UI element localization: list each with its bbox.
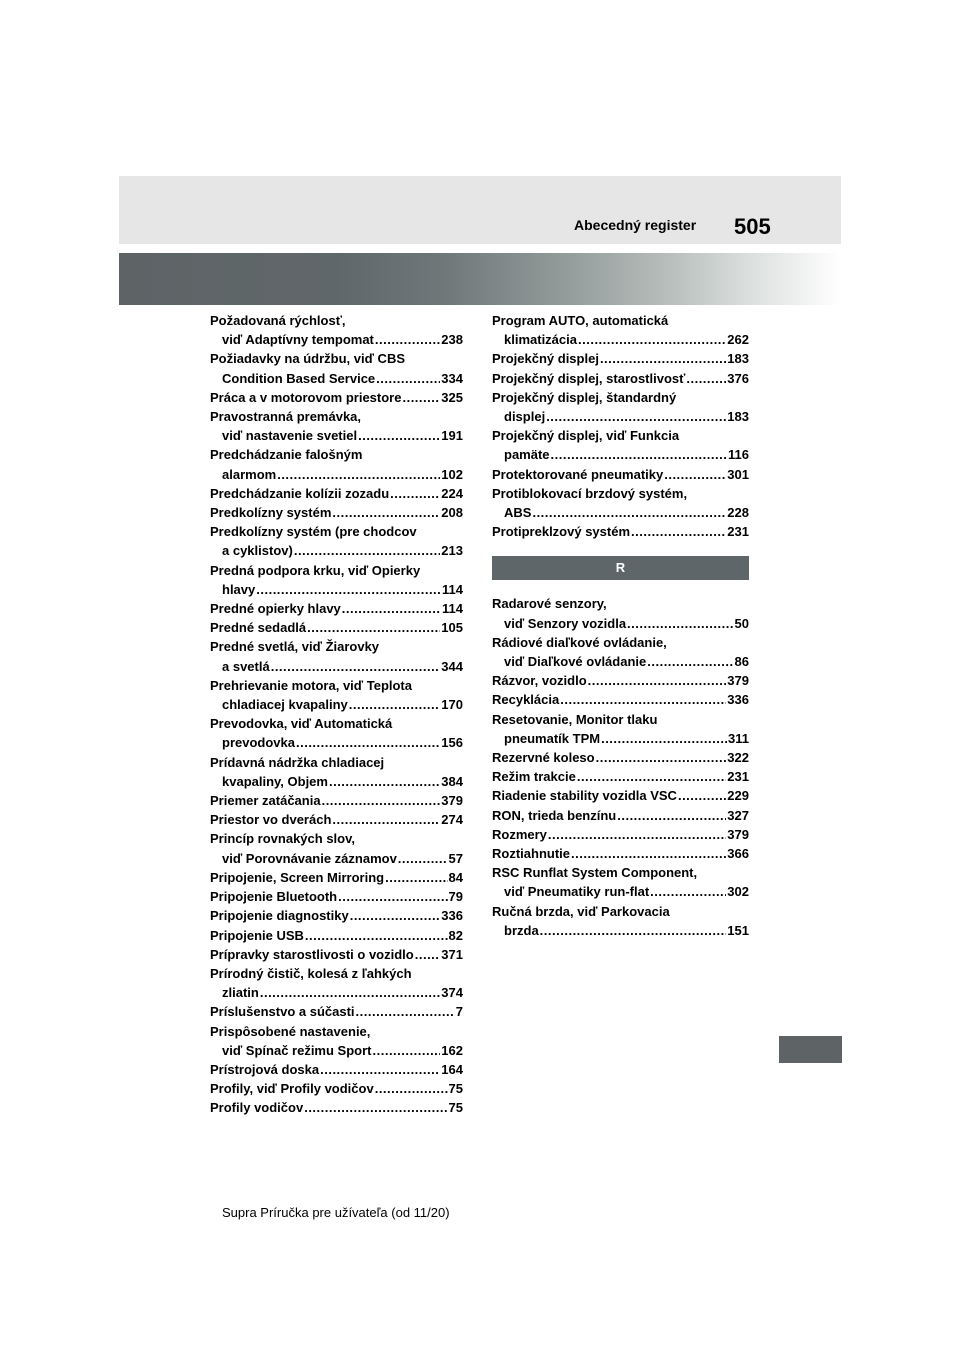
index-entry-page: 84 [448,869,463,885]
index-entry [210,714,463,752]
index-entry-page: 191 [441,428,463,444]
index-entry-text: Prípravky starostlivosti o vozidlo [210,946,414,962]
index-entry-text: Pripojenie Bluetooth [210,889,338,905]
index-entry [210,388,463,407]
section-title: Abecedný register [574,217,697,233]
index-entry [210,810,463,829]
index-entry-text: Režim trakcie [492,769,576,785]
dot-leader [415,945,441,964]
index-entry [210,349,463,387]
dot-leader [390,484,440,503]
index-entry [210,445,463,483]
index-entry [492,349,749,368]
index-entry [210,1022,463,1060]
index-entry-page: 238 [441,332,463,348]
index-entry-page: 274 [441,812,463,828]
dot-leader [271,657,441,676]
index-entry-page: 183 [727,409,749,425]
dot-leader [664,465,726,484]
index-entry-page: 336 [727,692,749,708]
index-entry-text: Predné opierky hlavy [210,601,341,617]
index-entry [492,311,749,349]
index-entry-page: 228 [727,505,749,521]
index-entry-text: Požiadavky na údržbu, viď CBS [210,351,405,367]
index-group-r [492,594,749,940]
dot-leader [601,729,727,748]
dot-leader [402,388,440,407]
index-entry-page: 79 [448,889,463,905]
dot-leader [631,522,726,541]
dot-leader [320,1060,440,1079]
index-entry-page: 302 [727,884,749,900]
dot-leader [296,733,440,752]
index-entry [210,484,463,503]
index-entry-text: a svetlá [222,658,270,674]
index-entry-text: viď Adaptívny tempomat [222,332,374,348]
index-entry-page: 334 [441,370,463,386]
index-entry-page: 164 [441,1061,463,1077]
index-entry-text: Prístrojová doska [210,1061,320,1077]
index-entry [492,484,749,522]
index-entry-text: Predkolízny systém (pre chodcov [210,524,417,540]
index-entry [210,926,463,945]
index-entry-text: viď Pneumatiky run-flat [504,884,650,900]
index-entry-text: pneumatík TPM [504,730,601,746]
index-entry-text: Rozmery [492,826,547,842]
dot-leader [375,330,440,349]
index-entry-page: 229 [727,788,749,804]
dot-leader [338,887,447,906]
dot-leader [596,748,727,767]
chapter-tab [779,1036,842,1063]
index-entry-text: Pripojenie, Screen Mirroring [210,869,385,885]
dot-leader [376,369,440,388]
dot-leader [356,1002,455,1021]
index-entry-text: Projekčný displej, štandardný [492,389,677,405]
index-column-left [210,311,463,1118]
index-entry-text: viď Spínač režimu Sport [222,1042,372,1058]
dot-leader [600,349,726,368]
index-entry-page: 57 [448,850,463,866]
index-entry-page: 344 [441,658,463,674]
index-column-right [492,311,749,940]
dot-leader [560,690,726,709]
dot-leader [375,1079,448,1098]
index-entry [492,844,749,863]
index-entry [210,503,463,522]
dot-leader [627,614,733,633]
index-entry-text: Condition Based Service [222,370,376,386]
index-entry-text: RON, trieda benzínu [492,807,617,823]
index-entry-text: pamäte [504,447,550,463]
dot-leader [546,407,726,426]
dot-leader [540,921,727,940]
index-entry-page: 151 [727,922,749,938]
index-entry-page: 82 [448,927,463,943]
index-entry-text: viď Porovnávanie záznamov [222,850,397,866]
index-entry [210,829,463,867]
index-entry-text: Predchádzanie kolízii zozadu [210,485,390,501]
index-entry-page: 379 [727,673,749,689]
index-entry-text: Prevodovka, viď Automatická [210,716,393,732]
index-entry-text: RSC Runflat System Component, [492,865,698,881]
index-entry-text: Resetovanie, Monitor tlaku [492,711,658,727]
index-entry [492,388,749,426]
dot-leader [577,767,726,786]
index-entry-text: Pravostranná premávka, [210,409,362,425]
dot-leader [686,369,726,388]
index-entry-text: viď Senzory vozidla [504,615,627,631]
index-entry-page: 7 [455,1004,463,1020]
index-entry-text: Rezervné koleso [492,750,595,766]
dot-leader [294,541,440,560]
index-entry-page: 262 [727,332,749,348]
index-entry-text: hlavy [222,581,256,597]
index-entry-text: Predné svetlá, viď Žiarovky [210,639,380,655]
index-entry [210,676,463,714]
index-entry-text: Prírodný čistič, kolesá z ľahkých [210,965,412,981]
index-entry-page: 50 [734,615,749,631]
index-entry [210,1079,463,1098]
dot-leader [571,844,726,863]
index-entry-page: 325 [441,389,463,405]
index-entry-text: chladiacej kvapaliny [222,697,348,713]
index-entry-text: Program AUTO, automatická [492,313,669,328]
index-entry-text: Profily, viď Profily vodičov [210,1081,374,1097]
index-entry-page: 366 [727,846,749,862]
dot-leader [342,599,441,618]
index-entry-text: viď nastavenie svetiel [222,428,358,444]
index-entry-page: 86 [734,654,749,670]
page-number: 505 [734,214,771,239]
index-entry [210,887,463,906]
index-entry-text: Predná podpora krku, viď Opierky [210,562,421,578]
index-entry [492,767,749,786]
index-entry-page: 379 [727,826,749,842]
index-entry [492,633,749,671]
index-entry [210,906,463,925]
index-entry-text: Rádiové diaľkové ovládanie, [492,634,667,650]
index-entry-text: Projekčný displej, starostlivosť [492,370,686,386]
index-entry-page: 213 [441,543,463,559]
index-entry-text: brzda [504,922,539,938]
index-entry [492,369,749,388]
index-entry-text: Roztiahnutie [492,846,570,862]
index-entry-text: Projekčný displej [492,351,599,367]
dot-leader [329,772,440,791]
dot-leader [588,671,727,690]
index-entry [492,825,749,844]
dot-leader [373,1041,441,1060]
index-entry-page: 379 [441,793,463,809]
index-entry-text: Prispôsobené nastavenie, [210,1023,371,1039]
index-entry-text: prevodovka [222,735,295,751]
index-entry [210,964,463,1002]
index-entry-page: 231 [727,524,749,540]
index-entry-text: Predkolízny systém [210,505,332,521]
index-entry-text: Predné sedadlá [210,620,307,636]
index-entry-text: Recyklácia [492,692,560,708]
index-entry [210,599,463,618]
dot-leader [385,868,447,887]
dot-leader [617,806,726,825]
dot-leader [398,849,448,868]
index-entry-page: 224 [441,485,463,501]
letter-header: R [492,556,749,580]
index-entry-page: 376 [727,370,749,386]
index-entry-text: Práca a v motorovom priestore [210,389,402,405]
index-entry [210,868,463,887]
index-entry-page: 327 [727,807,749,823]
dot-leader [332,503,440,522]
index-entry-page: 384 [441,773,463,789]
index-entry-text: Ručná brzda, viď Parkovacia [492,903,670,919]
index-entry-page: 156 [441,735,463,751]
index-entry-page: 170 [441,697,463,713]
index-entry-text: Princíp rovnakých slov, [210,831,355,847]
index-entry-page: 183 [727,351,749,367]
header-band [119,176,841,244]
index-entry-text: Prídavná nádržka chladiacej [210,754,385,770]
dot-leader [260,983,440,1002]
index-entry-text: Radarové senzory, [492,596,607,612]
index-entry-page: 162 [441,1042,463,1058]
dot-leader [578,330,726,349]
dot-leader [551,445,727,464]
dot-leader [305,926,448,945]
index-entry [210,561,463,599]
dot-leader [350,906,441,925]
dot-leader [650,882,726,901]
dot-leader [307,618,440,637]
index-entry-text: Projekčný displej, viď Funkcia [492,428,680,444]
decorative-gradient-bar [119,253,841,305]
index-entry-text: displej [504,409,546,425]
index-entry-page: 336 [441,908,463,924]
index-entry-text: Priestor vo dverách [210,812,332,828]
index-entry-page: 322 [727,750,749,766]
index-entry [492,806,749,825]
index-entry-text: kvapaliny, Objem [222,773,328,789]
index-entry-text: a cyklistov) [222,543,293,559]
index-entry [210,311,463,349]
index-entry-text: zliatin [222,985,259,1001]
dot-leader [548,825,726,844]
index-entry [492,710,749,748]
index-entry [492,748,749,767]
index-entry-page: 114 [442,581,463,597]
index-entry-page: 114 [442,601,463,617]
index-entry [492,902,749,940]
index-entry-page: 231 [727,769,749,785]
index-entry-text: alarmom [222,466,277,482]
index-entry-page: 116 [728,447,749,463]
index-entry-text: Rázvor, vozidlo [492,673,587,689]
index-group-p [492,311,749,541]
index-entry [492,671,749,690]
index-entry [210,791,463,810]
index-entry-text: Riadenie stability vozidla VSC [492,788,677,804]
index-entry-text: Pripojenie diagnostiky [210,908,349,924]
index-entry-page: 311 [728,730,749,746]
index-entry-page: 102 [441,466,463,482]
index-entry [210,1002,463,1021]
index-entry-text: klimatizácia [504,332,577,348]
dot-leader [256,580,441,599]
index-entry-text: ABS [504,505,532,521]
index-entry-text: Priemer zatáčania [210,793,321,809]
index-entry-text: Protiblokovací brzdový systém, [492,485,688,501]
index-entry [210,618,463,637]
dot-leader [349,695,441,714]
index-entry [210,1098,463,1117]
dot-leader [678,786,726,805]
dot-leader [647,652,733,671]
index-entry [492,522,749,541]
index-entry-text: Predchádzanie falošným [210,447,363,463]
index-entry-page: 105 [441,620,463,636]
index-entry-text: Prehrievanie motora, viď Teplota [210,677,412,693]
index-entry-text: Profily vodičov [210,1100,304,1116]
index-entry-page: 75 [448,1081,463,1097]
dot-leader [532,503,726,522]
index-entry-page: 374 [441,985,463,1001]
index-entry [492,786,749,805]
index-entry [210,637,463,675]
index-entry-text: Protektorované pneumatiky [492,466,664,482]
index-entry-page: 371 [441,946,463,962]
index-entry [210,522,463,560]
index-entry-text: viď Diaľkové ovládanie [504,654,647,670]
dot-leader [322,791,441,810]
index-entry [210,945,463,964]
index-entry [492,863,749,901]
index-entry-text: Príslušenstvo a súčasti [210,1004,355,1020]
dot-leader [332,810,440,829]
index-entry [210,753,463,791]
index-entry-page: 75 [448,1100,463,1116]
index-entry-text: Pripojenie USB [210,927,304,943]
index-entry [210,1060,463,1079]
dot-leader [358,426,440,445]
index-entry-page: 301 [727,466,749,482]
dot-leader [304,1098,447,1117]
index-entry-text: Protipreklzový systém [492,524,631,540]
index-entry [210,407,463,445]
dot-leader [277,465,440,484]
footer-text: Supra Príručka pre užívateľa (od 11/20) [222,1205,450,1220]
index-entry-text: Požadovaná rýchlosť, [210,313,346,328]
index-entry [492,690,749,709]
index-entry [492,465,749,484]
index-entry-page: 208 [441,505,463,521]
index-entry [492,594,749,632]
index-entry [492,426,749,464]
